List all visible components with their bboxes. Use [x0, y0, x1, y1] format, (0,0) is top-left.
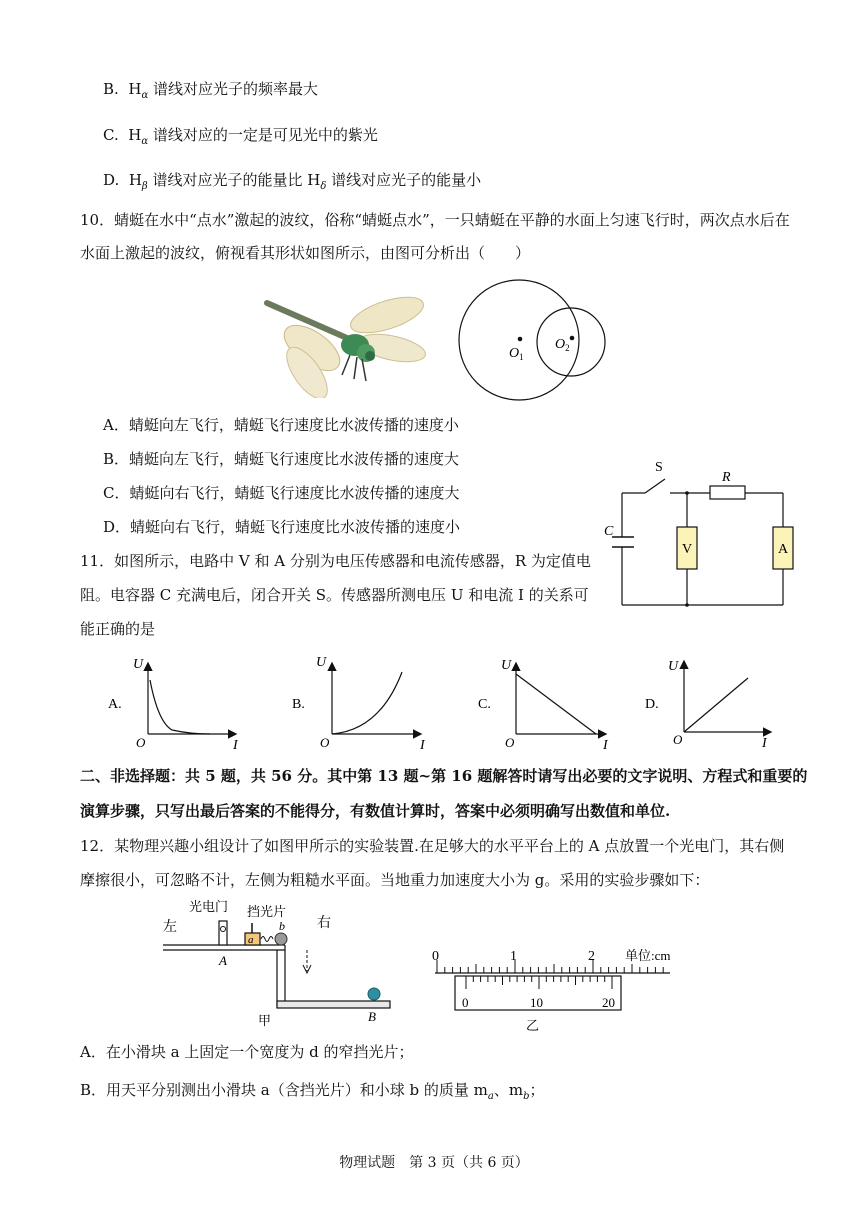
q11-stem-line3: 能正确的是 — [80, 620, 156, 638]
q9-option-c: C. $H_\alpha$ 谱线对应的一定是可见光中的紫光 — [103, 126, 378, 147]
svg-text:甲: 甲 — [258, 1013, 272, 1028]
ui-graphs — [100, 650, 800, 750]
section2-line2: 演算步骤，只写出最后答案的不能得分，有数值计算时，答案中必须明确写出数值和单位. — [80, 802, 671, 820]
main-label-1: 1 — [510, 949, 517, 964]
label-o1: $O_1$ — [509, 346, 524, 362]
label-o2: $O_2$ — [555, 337, 570, 353]
resistor-r — [710, 486, 745, 499]
svg-text:光电门: 光电门 — [189, 899, 229, 914]
svg-text:C.: C. — [478, 697, 491, 712]
switch-s — [645, 479, 665, 493]
graph-b — [292, 655, 426, 750]
svg-text:I: I — [603, 738, 608, 750]
label-c: C — [604, 524, 614, 539]
section2-line1: 二、非选择题：共 5 题，共 56 分。其中第 13 题~第 16 题解答时请写出必要的文字说明、方程式和重要的 — [80, 767, 808, 785]
ripple-circle-small — [537, 308, 605, 376]
graph-d — [645, 659, 770, 750]
svg-text:O: O — [320, 735, 330, 750]
figure-jia — [155, 895, 400, 1030]
vernier-label-10: 10 — [530, 995, 543, 1010]
point-o2 — [570, 336, 575, 341]
q10-option-a: A．蜻蜓向左飞行，蜻蜓飞行速度比水波传播的速度小 — [103, 416, 459, 434]
dragonfly-image — [262, 293, 427, 398]
q10-option-c: C．蜻蜓向右飞行，蜻蜓飞行速度比水波传播的速度大 — [103, 484, 460, 502]
label-v: V — [682, 542, 693, 557]
svg-text:U: U — [668, 659, 679, 674]
graph-c — [478, 658, 609, 750]
figure-yi-vernier — [420, 938, 720, 1038]
svg-text:I: I — [762, 736, 767, 750]
graph-a — [108, 657, 239, 750]
unit-label: 单位:cm — [625, 948, 671, 963]
svg-text:b: b — [279, 919, 285, 933]
q12-step-a: A．在小滑块 a 上固定一个宽度为 d 的窄挡光片； — [80, 1043, 414, 1061]
q11-stem-line1: 11．如图所示，电路中 V 和 A 分别为电压传感器和电流传感器，R 为定值电 — [80, 552, 591, 570]
main-label-0: 0 — [432, 949, 439, 964]
q9-option-d: D. $H_\beta$ 谱线对应光子的能量比 $H_\delta$ 谱线对应光子的能量小 — [103, 171, 482, 192]
label-s: S — [655, 460, 663, 475]
graph-b-curve — [332, 672, 402, 734]
svg-text:A: A — [219, 953, 227, 968]
page-footer: 物理试题 第 3 页（共 6 页） — [339, 1155, 529, 1171]
caption-yi: 乙 — [526, 1018, 540, 1033]
svg-text:右: 右 — [317, 916, 331, 931]
q12-stem-line2: 摩擦很小，可忽略不计，左侧为粗糙水平面。当地重力加速度大小为 g。采用的实验步骤如下： — [80, 871, 710, 889]
svg-text:a: a — [248, 934, 254, 946]
point-o1 — [518, 337, 523, 342]
lower-platform — [277, 1001, 390, 1008]
q12-step-b: B．用天平分别测出小滑块 a（含挡光片）和小球 b 的质量 $m_a$、$m_b$； — [80, 1081, 545, 1102]
svg-text:U: U — [501, 658, 512, 673]
svg-text:挡光片: 挡光片 — [247, 904, 287, 919]
main-label-2: 2 — [588, 949, 595, 964]
label-r: R — [722, 470, 731, 485]
photogate — [219, 921, 227, 945]
q10-option-b: B．蜻蜓向左飞行，蜻蜓飞行速度比水波传播的速度大 — [103, 450, 460, 468]
q10-option-d: D．蜻蜓向右飞行，蜻蜓飞行速度比水波传播的速度小 — [103, 518, 461, 536]
vernier-label-0: 0 — [462, 995, 469, 1010]
svg-text:B: B — [368, 1009, 376, 1024]
graph-d-line — [684, 678, 748, 732]
ball-at-b — [368, 988, 380, 1000]
svg-text:B.: B. — [292, 697, 305, 712]
graph-a-curve — [150, 680, 210, 734]
svg-text:D.: D. — [645, 697, 659, 712]
q9-option-b: B. $H_\alpha$ 谱线对应光子的频率最大 — [103, 80, 318, 101]
svg-text:O: O — [505, 735, 515, 750]
svg-text:左: 左 — [163, 920, 177, 935]
svg-text:I: I — [233, 738, 238, 750]
ball-b — [275, 933, 287, 945]
svg-text:O: O — [673, 732, 683, 747]
circuit-diagram — [600, 455, 805, 615]
svg-text:U: U — [316, 655, 327, 670]
vernier-label-20: 20 — [602, 995, 615, 1010]
q10-stem-line1: 10．蜻蜓在水中“点水”激起的波纹，俗称“蜻蜓点水”，一只蜻蜓在平静的水面上匀速飞行时，两次点水后在 — [80, 211, 790, 229]
q12-stem-line1: 12．某物理兴趣小组设计了如图甲所示的实验装置.在足够大的水平平台上的 A 点放置一个光电门，其右侧 — [80, 837, 785, 855]
svg-text:I: I — [420, 738, 425, 750]
q10-stem-line2: 水面上激起的波纹，俯视看其形状如图所示，由图可分析出（ ） — [80, 244, 531, 262]
graph-c-line — [516, 674, 596, 734]
q11-stem-line2: 阻。电容器 C 充满电后，闭合开关 S。传感器所测电压 U 和电流 I 的关系可 — [80, 586, 589, 604]
label-a: A — [778, 542, 789, 557]
svg-text:U: U — [133, 657, 144, 672]
svg-text:O: O — [136, 735, 146, 750]
svg-text:A.: A. — [108, 697, 122, 712]
ripple-diagram — [457, 268, 617, 408]
